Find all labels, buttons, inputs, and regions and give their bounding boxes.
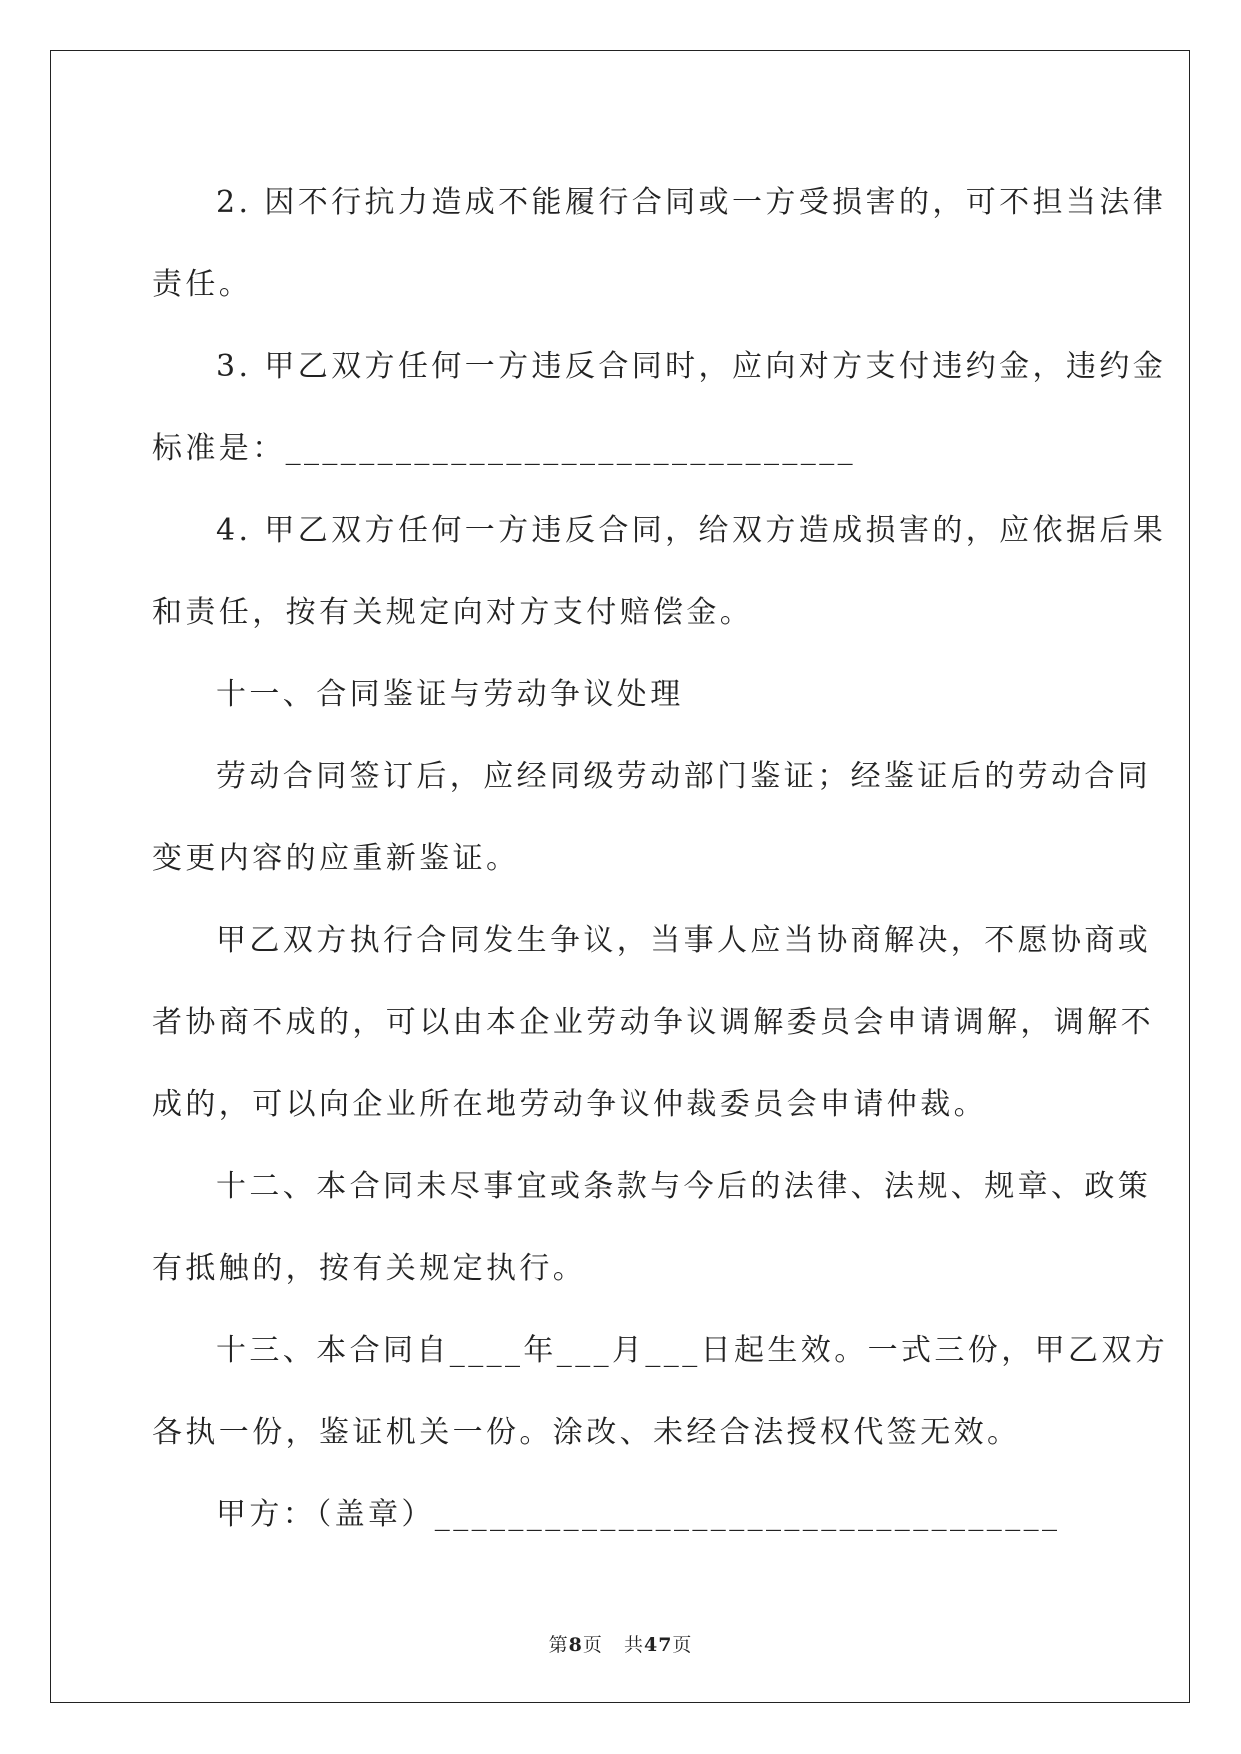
document-body <box>152 162 1169 1556</box>
paragraph-4-compensation <box>152 490 1167 654</box>
paragraph-3-penalty <box>152 326 1167 490</box>
text-line: 4. 甲乙双方任何一方违反合同，给双方造成损害的，应依据后果 <box>216 513 1167 548</box>
text-line: 甲乙双方执行合同发生争议，当事人应当协商解决，不愿协商或 <box>216 923 1152 958</box>
text-line: 2. 因不行抗力造成不能履行合同或一方受损害的，可不担当法律 <box>216 185 1167 220</box>
text-line: 十二、本合同未尽事宜或条款与今后的法律、法规、规章、政策 <box>216 1169 1152 1204</box>
paragraph-dispute-resolution <box>152 900 1154 1146</box>
section-heading-13 <box>152 1310 1169 1474</box>
text-line: 各执一份，鉴证机关一份。涂改、未经合法授权代签无效。 <box>152 1415 1021 1450</box>
text-line: 标准是：_______________________________ <box>152 431 856 466</box>
text-line: 甲方：（盖章）__________________________________ <box>216 1497 1061 1532</box>
footer-page-suffix: 页 <box>582 1634 603 1656</box>
section-heading-11 <box>152 654 1092 736</box>
text-line: 成的，可以向企业所在地劳动争议仲裁委员会申请仲裁。 <box>152 1087 987 1122</box>
text-line: 劳动合同签订后，应经同级劳动部门鉴证；经鉴证后的劳动合同 <box>216 759 1152 794</box>
paragraph-2-force-majeure <box>152 162 1167 326</box>
text-line: 和责任，按有关规定向对方支付赔偿金。 <box>152 595 754 630</box>
party-a-signature-line <box>152 1474 1092 1556</box>
footer-total-suffix: 页 <box>672 1634 693 1656</box>
text-line: 3. 甲乙双方任何一方违反合同时，应向对方支付违约金，违约金 <box>216 349 1167 384</box>
footer-prefix: 第 <box>548 1634 569 1656</box>
footer-total-prefix: 共 <box>623 1634 644 1656</box>
total-pages: 47 <box>643 1634 673 1656</box>
text-line: 有抵触的，按有关规定执行。 <box>152 1251 587 1286</box>
page-footer <box>0 1630 1241 1657</box>
page-number: 8 <box>568 1634 583 1656</box>
text-line: 十一、合同鉴证与劳动争议处理 <box>216 677 684 712</box>
text-line: 者协商不成的，可以由本企业劳动争议调解委员会申请调解，调解不 <box>152 1005 1154 1040</box>
text-line: 责任。 <box>152 267 253 302</box>
section-heading-12 <box>152 1146 1152 1310</box>
paragraph-contract-authentication <box>152 736 1152 900</box>
text-line: 十三、本合同自____年___月___日起生效。一式三份，甲乙双方 <box>216 1333 1169 1368</box>
text-line: 变更内容的应重新鉴证。 <box>152 841 520 876</box>
